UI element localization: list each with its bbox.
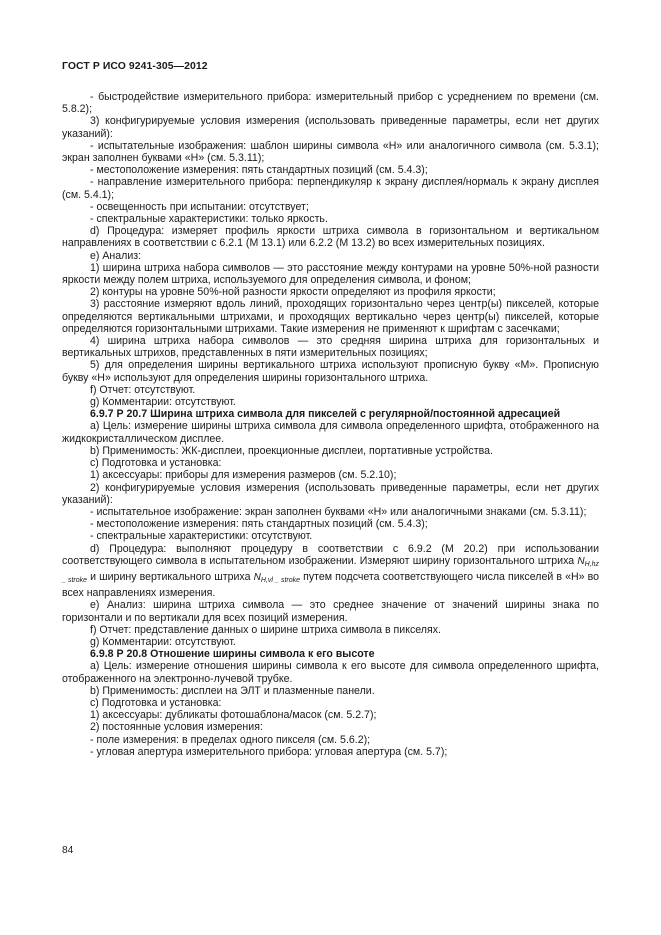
paragraph: f) Отчет: отсутствуют. <box>90 383 196 396</box>
paragraph: 2) контуры на уровне 50%-ной разности яркости определяют из профиля яркости; <box>90 286 496 299</box>
paragraph: 5) для определения ширины вертикального штриха используют прописную букву «М». Прописную букву «Н» используют для определения ширины горизонтального штриха. <box>62 359 599 384</box>
section-heading-6-9-8: 6.9.8 Р 20.8 Отношение ширины символа к его высоте <box>90 648 375 661</box>
paragraph: - спектральные характеристики: отсутствуют. <box>90 530 313 543</box>
symbol-subscript: H,vl _ stroke <box>260 576 300 584</box>
paragraph: b) Применимость: дисплеи на ЭЛТ и плазменные панели. <box>90 684 375 697</box>
symbol-main: N <box>253 571 261 583</box>
paragraph: - поле измерения: в пределах одного пикселя (см. 5.6.2); <box>90 733 371 746</box>
procedure-text-2: и ширину вертикального штриха <box>90 570 251 583</box>
paragraph: g) Комментарии: отсутствуют. <box>90 635 236 648</box>
paragraph: 3) конфигурируемые условия измерения (использовать приведенные параметры, если нет других указаний): <box>62 115 599 140</box>
paragraph: - местоположение измерения: пять стандартных позиций (см. 5.4.3); <box>90 518 428 531</box>
procedure-paragraph <box>62 543 599 600</box>
procedure-text-1: d) Процедура: выполняют процедуру в соответствии с 6.9.2 (М 20.2) при использовании соответствующего символа в испытательном изображении. Измеряют ширину горизонтального штриха <box>62 542 599 567</box>
symbol-n-vl-stroke <box>254 572 300 583</box>
paragraph: 4) ширина штриха набора символов — это средняя ширина штриха для горизонтальных и вертикальных штрихов, представленных в пяти измерительных позициях; <box>62 335 599 360</box>
paragraph: g) Комментарии: отсутствуют. <box>90 396 236 409</box>
paragraph: а) Цель: измерение ширины штриха символа для символа определенного шрифта, отображенного на жидкокристаллическом дисплее. <box>62 420 599 445</box>
page-body <box>62 91 599 758</box>
paragraph: 1) аксессуары: приборы для измерения размеров (см. 5.2.10); <box>90 469 397 482</box>
paragraph: c) Подготовка и установка: <box>90 457 222 470</box>
paragraph: b) Применимость: ЖК-дисплеи, проекционные дисплеи, портативные устройства. <box>90 444 493 457</box>
paragraph: c) Подготовка и установка: <box>90 696 222 709</box>
paragraph: 3) расстояние измеряют вдоль линий, проходящих горизонтально через центр(ы) пикселей, которые определяются вертикальными штрихами, и проходящих вертикально через центр(ы) пикселей, которые определяются горизонтальными штрихами. Такие измерения не применяют к шрифтам с засечками; <box>62 298 599 335</box>
paragraph: e) Анализ: ширина штриха символа — это среднее значение от значений ширины знака по горизонтали и по вертикали для всех позиций измерения. <box>62 599 599 624</box>
procedure-text-3: путем подсчета соответствующего числа пикселей в «Н» во всех направлениях измерения. <box>62 570 599 600</box>
paragraph: d) Процедура: измеряет профиль яркости штриха символа в горизонтальном и вертикальном направлениях в соответствии с 6.2.1 (М 13.1) или 6.2.2 (М 13.2) во всех измерительных позициях. <box>62 225 599 250</box>
paragraph: 1) аксессуары: дубликаты фотошаблона/масок (см. 5.2.7); <box>90 709 377 722</box>
paragraph: - местоположение измерения: пять стандартных позиций (см. 5.4.3); <box>90 164 428 177</box>
paragraph: 2) конфигурируемые условия измерения (использовать приведенные параметры, если нет других указаний): <box>62 481 599 506</box>
paragraph: f) Отчет: представление данных о ширине штриха символа в пикселях. <box>90 623 441 636</box>
paragraph: 1) ширина штриха набора символов — это расстояние между контурами на уровне 50%-ной разности яркости между полем штриха, используемого для определения символа, и фоном; <box>62 261 599 287</box>
paragraph: а) Цель: измерение отношения ширины символа к его высоте для символа определенного шрифта, отображенного на электронно-лучевой трубке. <box>62 660 599 685</box>
paragraph: - испытательное изображение: экран заполнен буквами «Н» или аналогичными знаками (см. 5.3.11); <box>90 505 587 518</box>
paragraph: - испытательные изображения: шаблон ширины символа «Н» или аналогичного символа (см. 5.3.1); экран заполнен буквами «Н» (см. 5.3.11); <box>62 139 599 165</box>
paragraph: - быстродействие измерительного прибора: измерительный прибор с усреднением по времени (см. 5.8.2); <box>62 91 599 116</box>
document-header: ГОСТ Р ИСО 9241-305—2012 <box>62 61 208 72</box>
paragraph: - спектральные характеристики: только яркость. <box>90 213 328 226</box>
symbol-subscript: H,hz _ stroke <box>62 560 599 584</box>
symbol-main: N <box>577 555 585 567</box>
paragraph: 2) постоянные условия измерения: <box>90 721 263 734</box>
paragraph: - угловая апертура измерительного прибора: угловая апертура (см. 5.7); <box>90 745 448 758</box>
paragraph: e) Анализ: <box>90 249 142 262</box>
page-number: 84 <box>62 845 74 856</box>
paragraph: - направление измерительного прибора: перпендикуляр к экрану дисплея/нормаль к экрану дисплея (см. 5.4.1); <box>62 176 599 201</box>
section-heading-6-9-7: 6.9.7 Р 20.7 Ширина штриха символа для пикселей с регулярной/постоянной адресацией <box>90 408 561 421</box>
paragraph: - освещенность при испытании: отсутствует; <box>90 200 309 213</box>
